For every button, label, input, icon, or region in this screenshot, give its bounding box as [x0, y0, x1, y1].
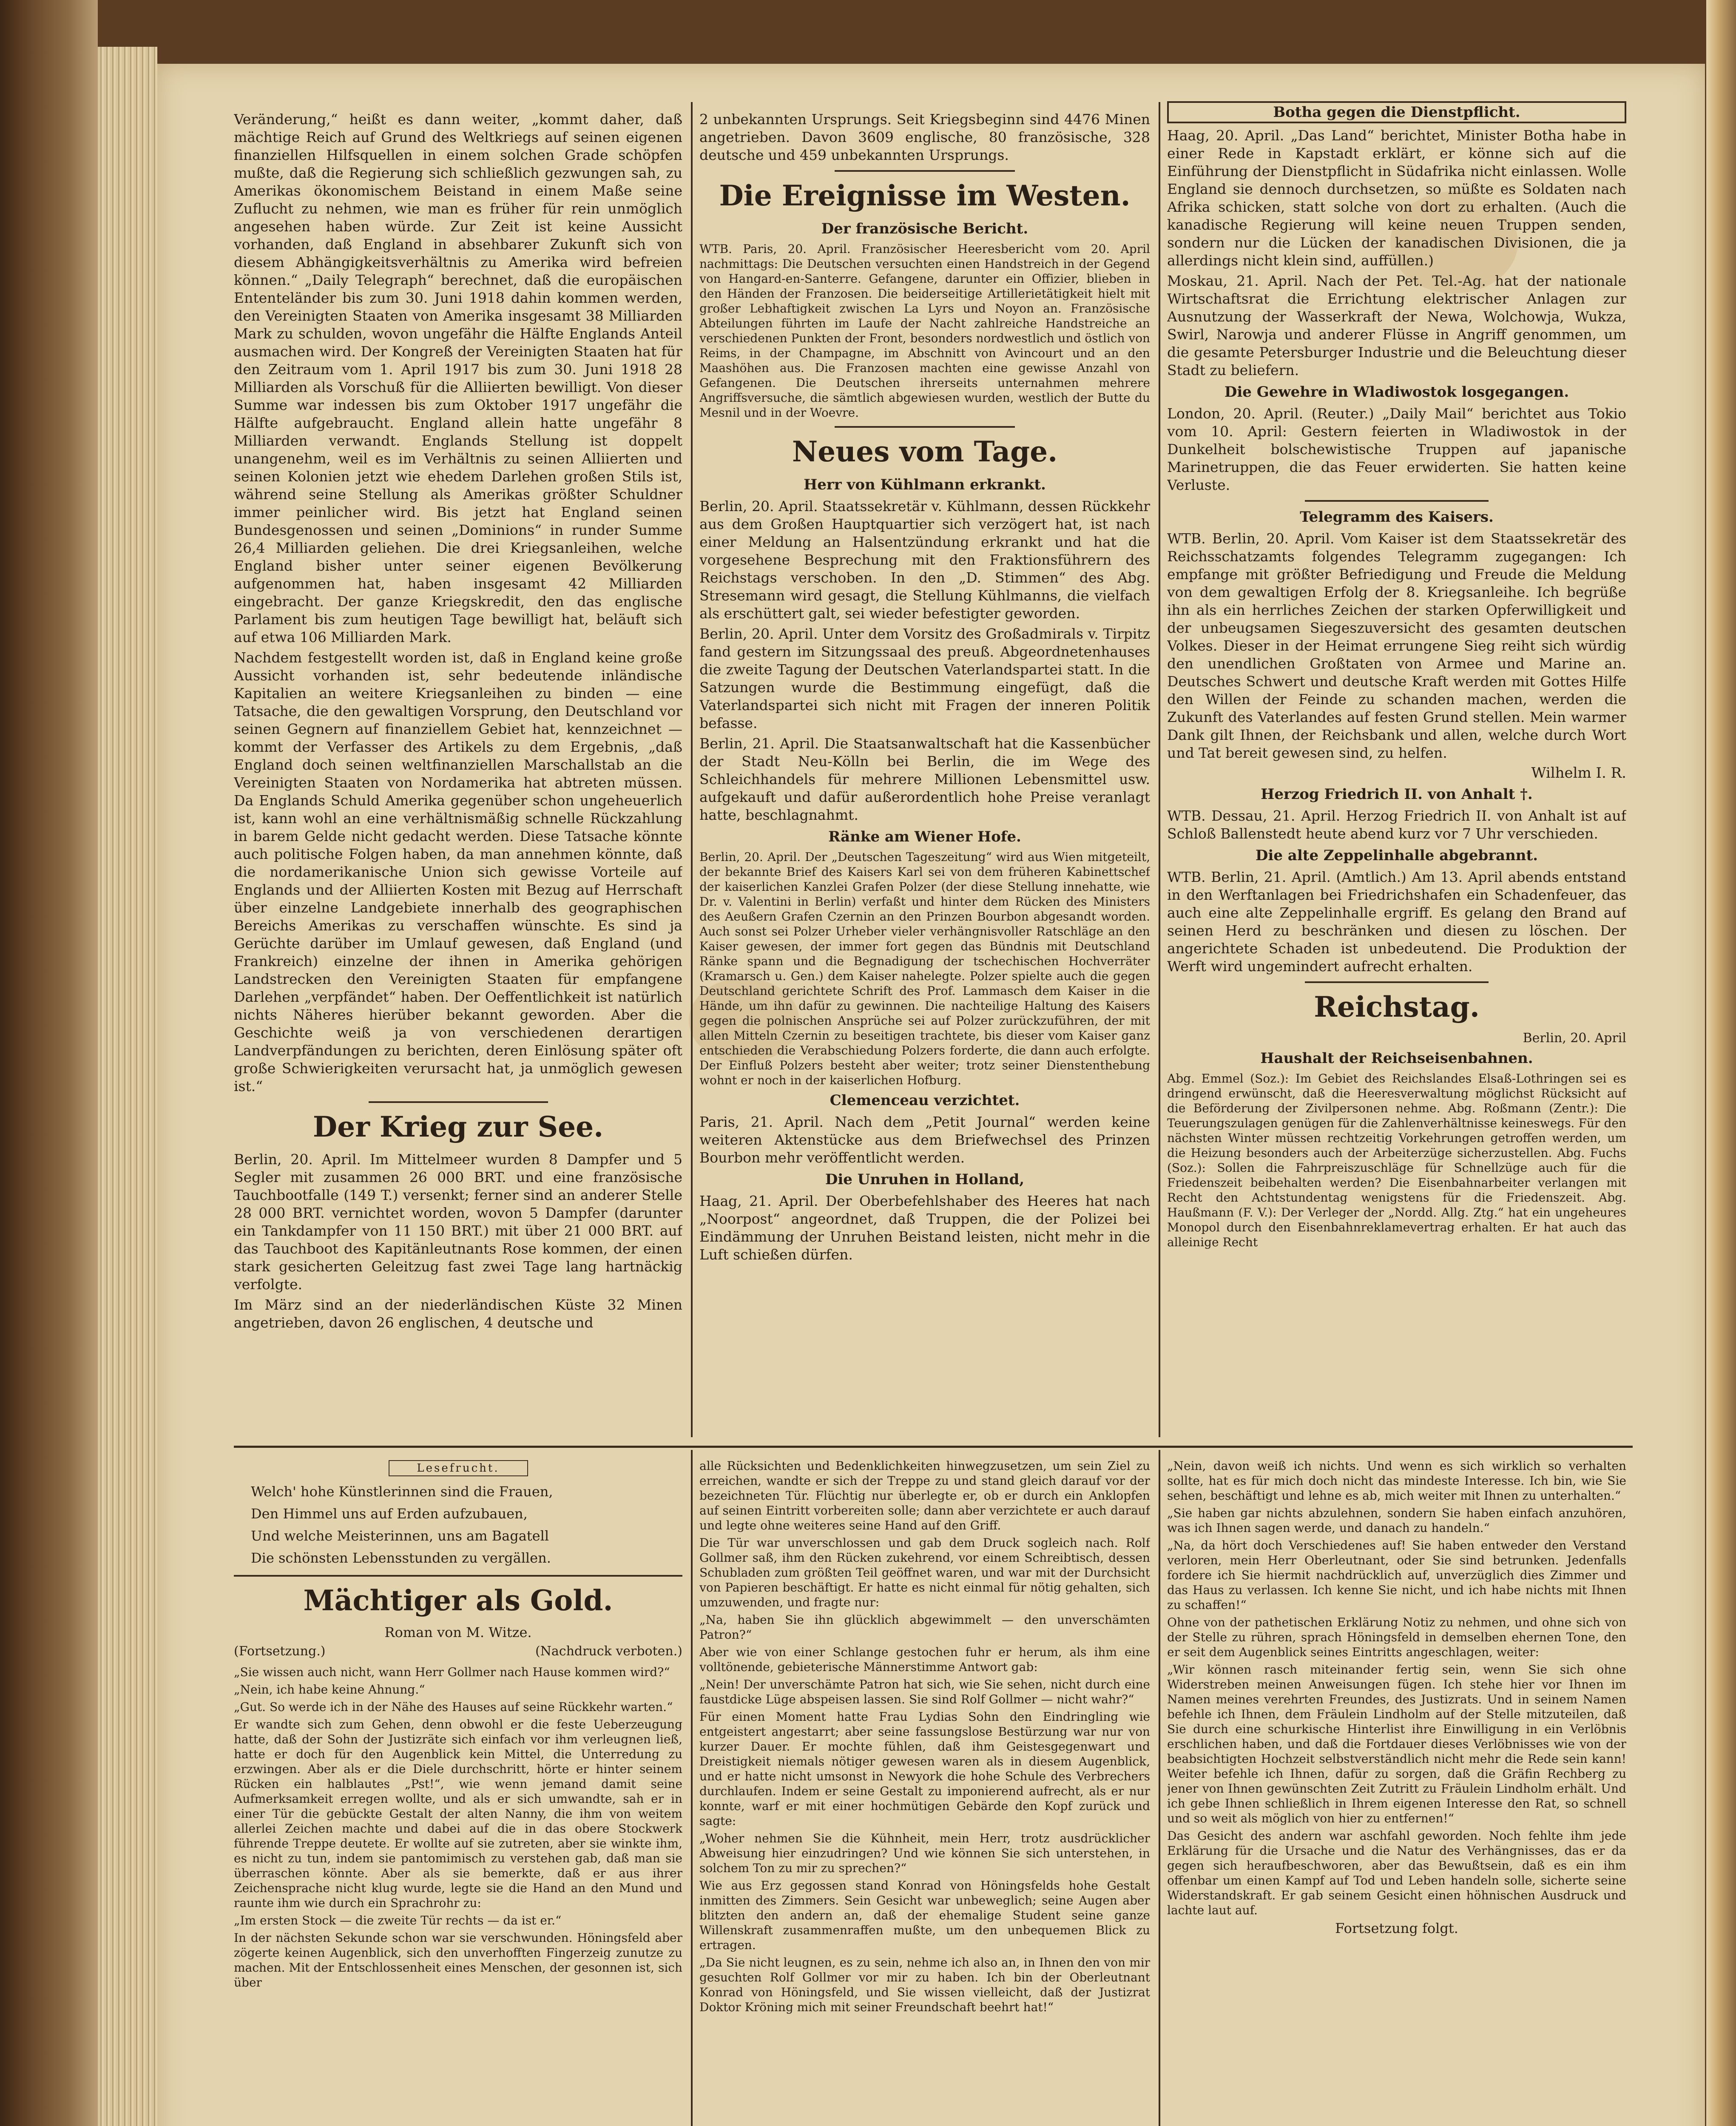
novel-paragraph: Aber wie von einer Schlange gestochen fuhr er herum, als ihm eine volltönende, gebieterische Männerstimme Antwort gab: — [699, 1645, 1150, 1674]
article-paragraph: 2 unbekannten Ursprungs. Seit Kriegsbeginn sind 4476 Minen angetrieben. Davon 3609 englische, 80 französische, 328 deutsche und 459 unbekannten Ursprungs. — [699, 111, 1150, 163]
novel-paragraph: Wie aus Erz gegossen stand Konrad von Höningsfelds hohe Gestalt inmitten des Zimmers. Sein Gesicht war unbeweglich; seine Augen aber blitzten den andern an, daß der ehemalige Student seine ganze Willenskraft zusammenraffen mußte, um den unbequemen Blick zu ertragen. — [699, 1879, 1150, 1952]
article-paragraph: Berlin, 20. April. Staatssekretär v. Kühlmann, dessen Rückkehr aus dem Großen Hauptquartier sich verzögert hat, ist nach einer Meldung an Halsentzündung erkrankt und hat die vorgesehene Besprechung mit den Fraktionsführern des Reichstags verschoben. In den „D. Stimmen“ des Abg. Stresemann wird gesagt, die Stellung Kühlmanns, die vielfach als erschüttert galt, sei wieder befestigter geworden. — [699, 498, 1150, 622]
article-paragraph: Moskau, 21. April. Nach der Pet. Tel.-Ag. hat der nationale Wirtschaftsrat die Errichtung elektrischer Anlagen zur Ausnutzung der Wasserkraft der Newa, Wolchowja, Wukza, Swirl, Narowja und anderer Flüsse in Angriff genommen, um die gesamte Petersburger Industrie und die Beleuchtung dieser Stadt zu beliefern. — [1167, 273, 1626, 378]
right-page-edge — [1706, 0, 1736, 2126]
poem-line: Welch' hohe Künstlerinnen sind die Frauen, — [251, 1484, 553, 1500]
article-paragraph: Berlin, 20. April. Unter dem Vorsitz des Großadmirals v. Tirpitz fand gestern im Sitzungssaal des preuß. Abgeordnetenhauses die zweite Tagung der Deutschen Vaterlandspartei statt. In die Satzungen wurde die Bestimmung eingefügt, daß die Vaterlandspartei sich nicht mit Fragen der inneren Politik befasse. — [699, 625, 1150, 731]
reprint-note: (Nachdruck verboten.) — [535, 1644, 682, 1659]
separator-rule — [369, 1101, 548, 1103]
subheading: Haushalt der Reichseisenbahnen. — [1260, 1050, 1533, 1067]
novel-paragraph: Für einen Moment hatte Frau Lydias Sohn den Eindringling wie entgeistert angestarrt; aber seine fassungslose Bestürzung war nur von kurzer Dauer. Er mochte fühlen, daß ihm Geistesgegenwart und Dreistigkeit niemals nötiger gewesen waren als in diesem Augenblick, und er hatte nicht umsonst in Newyork die hohe Schule des Verbrechers durchlaufen. Indem er seine Gestalt zu imponierend aufrecht, als er nur konnte, warf er mit einer hochmütigen Gebärde den Kopf zurück und sagte: — [699, 1710, 1150, 1828]
article-paragraph: Paris, 21. April. Nach dem „Petit Journal“ werden keine weiteren Aktenstücke aus dem Briefwechsel des Prinzen Bourbon mehr veröffentlicht werden. — [699, 1114, 1150, 1166]
novel-author: Roman von M. Witze. — [384, 1624, 532, 1640]
subheading: Telegramm des Kaisers. — [1300, 509, 1494, 526]
column-1 — [234, 111, 682, 1437]
article-paragraph: Berlin, 21. April. Die Staatsanwaltschaft hat die Kassenbücher der Stadt Neu-Kölln bei Berlin, die im Wege des Schleichhandels für mehrere Millionen Lebensmittel usw. aufgekauft und dafür außerordentlich hohe Preise veranlagt hatte, beschlagnahmt. — [699, 735, 1150, 823]
novel-paragraph: „Woher nehmen Sie die Kühnheit, mein Herr, trotz ausdrücklicher Abweisung hier einzudringen? Und wie können Sie sich unterstehen, in solchem Ton zu mir zu sprechen?“ — [699, 1831, 1150, 1875]
separator-rule — [835, 426, 1015, 428]
article-paragraph: Haag, 20. April. „Das Land“ berichtet, Minister Botha habe in einer Rede in Kapstadt erklärt, er könne sich auf die Einführung der Dienstpflicht in Südafrika nicht einlassen. Wolle England sie dennoch durchsetzen, so müßte es Soldaten nach Afrika schicken, statt solche von dort zu erhalten. (Auch die kanadische Regierung will keine neuen Truppen senden, sondern nur die Lücken der kanadischen Divisionen, die ja allerdings nicht klein sind, auffüllen.) — [1167, 127, 1626, 269]
article-paragraph: Berlin, 20. April. Der „Deutschen Tageszeitung“ wird aus Wien mitgeteilt, der bekannte Brief des Kaisers Karl sei von dem früheren Kabinettschef der kaiserlichen Kanzlei Grafen Polzer (der diese Stellung innehatte, wie Dr. v. Valentini in Berlin) verfaßt und hinter dem Rücken des Ministers des Aeußern Grafen Czernin an den Prinzen Bourbon abgesandt worden. Auch sonst sei Polzer Urheber vieler verhängnisvoller Ratschläge an den Kaiser gewesen, der immer fort gegen das Bündnis mit Deutschland Ränke spann und die Begnadigung der tschechischen Hochverräter (Kramarsch u. Gen.) dem Kaiser nahelegte. Polzer spielte auch die gegen Deutschland gerichtete Schrift des Prof. Lammasch dem Kaiser in die Hände, um ihn dafür zu gewinnen. Die nachteilige Haltung des Kaisers gegen die polnischen Ansprüche sei auf Polzer zurückzuführen, der mit allen Mitteln Czernin zu beseitigen trachtete, bis dieser vom Kaiser ganz entschieden die Verabschiedung Polzers forderte, die dann auch erfolgte. Der Einfluß Polzers besteht aber weiter; trotz seiner Dienstenthebung wohnt er noch in der kaiserlichen Hofburg. — [699, 850, 1150, 1087]
article-paragraph: London, 20. April. (Reuter.) „Daily Mail“ berichtet aus Tokio vom 10. April: Gestern feierten in Wladiwostok in der Dunkelheit bolschewistische Truppen auf japanische Marinetruppen, die das Feuer erwiderten. Sie hatten keine Verluste. — [1167, 405, 1626, 493]
poem-line: Die schönsten Lebensstunden zu vergällen. — [251, 1550, 551, 1566]
subheading: Die Gewehre in Wladiwostok losgegangen. — [1224, 384, 1569, 401]
novel-paragraph: „Im ersten Stock — die zweite Tür rechts — da ist er.“ — [234, 1913, 562, 1927]
novel-paragraph: „Sie wissen auch nicht, wann Herr Gollmer nach Hause kommen wird?“ — [234, 1665, 670, 1679]
column-3 — [1167, 98, 1626, 1437]
subheading: Ränke am Wiener Hofe. — [828, 828, 1021, 845]
poem-line: Den Himmel uns auf Erden aufzubauen, — [251, 1506, 528, 1522]
feuilleton-column-2 — [699, 1458, 1150, 2126]
novel-paragraph: „Nein, ich habe keine Ahnung.“ — [234, 1683, 425, 1697]
continuation-note: (Fortsetzung.) — [234, 1644, 326, 1659]
signature: Wilhelm I. R. — [1531, 765, 1626, 782]
novel-paragraph: „Nein, davon weiß ich nichts. Und wenn es sich wirklich so verhalten sollte, hat es für mich doch nicht das mindeste Interesse. Ich bin, wie Sie sehen, beschäftigt und lehne es ab, mich weiter mit Ihnen zu unterhalten.“ — [1167, 1459, 1626, 1503]
article-paragraph: Nachdem festgestellt worden ist, daß in England keine große Aussicht vorhanden ist, sehr bedeutende inländische Kapitalien an weitere Kriegsanleihen zu binden — eine Tatsache, die den gewaltigen Vorsprung, den Deutschland vor seinen Gegnern auf finanziellem Gebiet hat, kennzeichnet — kommt der Verfasser des Artikels zu dem Ergebnis, „daß England doch seinen weltfinanziellen Marschallstab an die Vereinigten Staaten von Nordamerika hat abtreten müssen. Da Englands Schuld Amerika gegenüber schon ungeheuerlich ist, kann wohl an eine verhältnismäßig schnelle Rückzahlung in barem Gelde nicht gedacht werden. Diese Tatsache könnte auch politische Folgen haben, da man annehmen könnte, daß die nordamerikanische Union sich gewisse Vorteile auf Englands und der Alliierten Kosten mit Bezug auf Herrschaft über einzelne Landgebiete innerhalb des geographischen Bereichs Amerikas zu verschaffen wünschte. Es sind ja Gerüchte darüber im Umlauf gewesen, daß England (und Frankreich) einzelne der ihnen in Amerika gehörigen Landstrecken den Vereinigten Staaten für empfangene Darlehen „verpfändet“ haben. Der Oeffentlichkeit ist natürlich nichts Näheres hierüber bekannt geworden. Aber die Geschichte weiß ja von verschiedenen derartigen Landverpfändungen zu berichten, deren Einlösung später oft große Schwierigkeiten verursacht hat, ja unmöglich gewesen ist.“ — [234, 649, 682, 1094]
article-paragraph: Veränderung,“ heißt es dann weiter, „kommt daher, daß mächtige Reich auf Grund des Weltkriegs auf seinen eigenen finanziellen Hilfsquellen in einem solchen Grade schöpfen mußte, daß die Regierung sich schließlich gezwungen sah, zu Amerikas ökonomischem Beistand in einem Maße seine Zuflucht zu nehmen, wie man es früher für rein unmöglich angesehen haben würde. Zur Zeit ist keine Aussicht vorhanden, daß England in absehbarer Zukunft sich von diesem Abhängigkeitsverhältnis zu Amerika wird befreien können.“ „Daily Telegraph“ berechnet, daß die europäischen Ententeländer bis zum 30. Juni 1918 dahin kommen werden, den Vereinigten Staaten von Amerika insgesamt 38 Milliarden Mark zu schulden, wovon ungefähr die Hälfte Englands Anteil ausmachen wird. Der Kongreß der Vereinigten Staaten hat für den Zeitraum vom 1. April 1917 bis zum 30. Juni 1918 28 Milliarden als Vorschuß für die Alliierten bewilligt. Von dieser Summe war indessen bis zum Oktober 1917 ungefähr die Hälfte aufgebraucht. England allein hatte ungefähr 8 Milliarden verwandt. Englands Stellung ist doppelt unangenehm, weil es im Verhältnis zu seinen Alliierten und seinen Kolonien jetzt wie ehedem Darlehen großen Stils ist, während seine Stellung als Amerikas größter Schuldner immer peinlicher wird. Bis jetzt hat England seinen Bundesgenossen und seinen „Dominions“ in runder Summe 26,4 Milliarden geliehen. Die drei Kriegsanleihen, welche England bisher unter seiner eigenen Bevölkerung aufgenommen hat, haben insgesamt 42 Milliarden eingebracht. Der ganze Kriegskredit, den das englische Parlament bis zum heutigen Tage bewilligt hat, beläuft sich auf etwa 106 Milliarden Mark. — [234, 111, 682, 645]
novel-paragraph: In der nächsten Sekunde schon war sie verschwunden. Höningsfeld aber zögerte keinen Augenblick, sich den unverhofften Fingerzeig zunutze zu machen. Mit der Entschlossenheit eines Menschen, der gesonnen ist, sich über — [234, 1931, 682, 1990]
novel-paragraph: Die Tür war unverschlossen und gab dem Druck sogleich nach. Rolf Gollmer saß, ihm den Rücken zukehrend, vor einem Schreibtisch, dessen Schubladen zum größten Teil geöffnet waren, und war mit der Durchsicht von Papieren beschäftigt. Er hatte es nicht einmal für nötig gehalten, sich umzuwenden, und fragte nur: — [699, 1536, 1150, 1609]
section-title-west: Die Ereignisse im Westen. — [719, 179, 1131, 212]
page-edges — [98, 47, 157, 2126]
article-paragraph: WTB. Dessau, 21. April. Herzog Friedrich II. von Anhalt ist auf Schloß Ballenstedt heute abend kurz vor 7 Uhr verschieden. — [1167, 807, 1626, 842]
separator-rule — [234, 1575, 682, 1577]
continuation-footer: Fortsetzung folgt. — [1335, 1920, 1458, 1936]
subheading: Die alte Zeppelinhalle abgebrannt. — [1255, 847, 1538, 864]
newspaper-page — [157, 64, 1705, 2126]
feuilleton-column-1 — [234, 1458, 682, 2126]
article-paragraph: Im März sind an der niederländischen Küste 32 Minen angetrieben, davon 26 englischen, 4 deutsche und — [234, 1296, 682, 1331]
article-paragraph: WTB. Berlin, 21. April. (Amtlich.) Am 13. April abends entstand in den Werftanlagen bei Friedrichshafen ein Schadenfeuer, das auch eine alte Zeppelinhalle ergriff. Es gelang den Brand auf seinen Herd zu beschränken und diesen zu löschen. Der angerichtete Schaden ist unbedeutend. Die Produktion der Werft wird ungemindert aufrecht erhalten. — [1167, 869, 1626, 975]
column-divider — [1159, 102, 1160, 1437]
separator-rule — [1305, 981, 1489, 983]
separator-rule — [1305, 500, 1489, 502]
subheading: Botha gegen die Dienstpflicht. — [1167, 101, 1626, 123]
column-divider — [691, 102, 693, 1437]
novel-title: Mächtiger als Gold. — [303, 1584, 613, 1617]
section-title-sea-war: Der Krieg zur See. — [313, 1110, 604, 1143]
novel-paragraph: Ohne von der pathetischen Erklärung Notiz zu nehmen, und ohne sich von der Stelle zu rühren, sprach Höningsfeld in demselben ehernen Tone, den er seit dem Augenblick seines Eintritts angeschlagen, weiter: — [1167, 1615, 1626, 1659]
novel-paragraph: „Wir können rasch miteinander fertig sein, wenn Sie sich ohne Widerstreben meinen Anweisungen fügen. Ich stehe hier vor Ihnen im Namen meines verehrten Freundes, des Justizrats. Und in seinem Namen befehle ich Ihnen, dem Fräulein Lindholm auf der Stelle mitzuteilen, daß Sie durch eine schurkische Hinterlist ihre Einwilligung in ein Verlöbnis erschlichen haben, und daß die Fortdauer dieses Verlöbnisses wie von der beabsichtigten Hochzeit selbstverständlich nicht mehr die Rede sein kann! Weiter befehle ich Ihnen, dafür zu sorgen, daß die Gräfin Rechberg zu jener von Ihnen gewünschten Zeit Zutritt zu Fräulein Lindholm erhält. Und ich gebe Ihnen schließlich in Ihrem eigenen Interesse den Rat, so schnell und so weit als möglich von hier zu entfernen!“ — [1167, 1663, 1626, 1825]
subheading: Clemenceau verzichtet. — [830, 1092, 1020, 1109]
section-title-news: Neues vom Tage. — [792, 435, 1058, 468]
novel-paragraph: „Na, da hört doch Verschiedenes auf! Sie haben entweder den Verstand verloren, mein Herr Oberleutnant, oder Sie sind betrunken. Jedenfalls fordere ich Sie hiermit nachdrücklich auf, unverzüglich dies Zimmer und das Haus zu verlassen. Ich kenne Sie nicht, und ich habe nichts mit Ihnen zu schaffen!“ — [1167, 1538, 1626, 1612]
column-divider — [1159, 1450, 1160, 2126]
column-2 — [699, 111, 1150, 1433]
article-paragraph: Haag, 21. April. Der Oberbefehlshaber des Heeres hat nach „Noorpost“ angeordnet, daß Truppen, die der Polizei bei Eindämmung der Unruhen Beistand leisten, nicht mehr in die Luft schießen dürfen. — [699, 1193, 1150, 1263]
dateline: Berlin, 20. April — [1523, 1031, 1626, 1046]
poem-label: Lesefrucht. — [389, 1460, 528, 1476]
article-paragraph: Abg. Emmel (Soz.): Im Gebiet des Reichslandes Elsaß-Lothringen sei es dringend erwünscht, daß die Heeresverwaltung möglichst Rücksicht auf die Beförderung der Zivilpersonen nehme. Abg. Roßmann (Zentr.): Die Teuerungszulagen genügen für die Zahlenverhältnisse keineswegs. Für den nächsten Winter müssen rechtzeitig Vorkehrungen getroffen werden, um die Heizung besonders auch der Arbeiterzüge sicherzustellen. Abg. Fuchs (Soz.): Sollen die Fahrpreiszuschläge für Schnellzüge auch für die Friedenszeit beibehalten werden? Die Eisenbahnarbeiter verlangen mit Recht den Achtstundentag wenigstens für die Friedenszeit. Abg. Haußmann (F. V.): Der Verleger der „Nordd. Allg. Ztg.“ hat ein ungeheures Monopol durch den Eisenbahnreklamevertrag erhalten. Er hat auch das alleinige Recht — [1167, 1072, 1626, 1249]
subheading: Herzog Friedrich II. von Anhalt †. — [1261, 786, 1533, 803]
feuilleton-column-3 — [1167, 1458, 1626, 2126]
separator-rule — [835, 170, 1015, 172]
column-divider — [691, 1450, 693, 2126]
subheading: Die Unruhen in Holland, — [825, 1171, 1025, 1188]
novel-paragraph: Er wandte sich zum Gehen, denn obwohl er die feste Ueberzeugung hatte, daß der Sohn der Justizräte sich einfach vor ihm verleugnen ließ, hatte er doch für den Augenblick kein Mittel, die Unterredung zu erzwingen. Aber als er die Diele durchschritt, hörte er hinter seinem Rücken ein halblautes „Pst!“, wie wenn jemand damit seine Aufmerksamkeit erregen wollte, und als er sich umwandte, sah er in einer Tür die gebückte Gestalt der alten Nanny, die ihm von weitem allerlei Zeichen machte und dabei auf die in das obere Stockwerk führende Treppe deutete. Er wollte auf sie zutreten, aber sie winkte ihm, es nicht zu tun, indem sie pantomimisch zu verstehen gab, daß man sie überraschen könnte. Aber als sie bemerkte, daß er aus ihrer Zeichensprache nicht klug wurde, legte sie die Hand an den Mund und raunte ihm wie durch ein Sprachrohr zu: — [234, 1717, 682, 1910]
article-paragraph: WTB. Paris, 20. April. Französischer Heeresbericht vom 20. April nachmittags: Die Deutschen versuchten einen Handstreich in der Gegend von Hangard-en-Santerre. Gefangene, darunter ein Offizier, blieben in den Händen der Franzosen. Die beiderseitige Artillerietätigkeit hielt mit großer Lebhaftigkeit zwischen La Lyrs und Noyon an. Französische Abteilungen führten im Laufe der Nacht zahlreiche Handstreiche an verschiedenen Punkten der Front, besonders nordwestlich und östlich von Reims, in der Champagne, im Abschnitt von Avincourt und an den Maashöhen aus. Die Franzosen machten eine gewisse Anzahl von Gefangenen. Die Deutschen ihrerseits unternahmen mehrere Angriffsversuche, die sämtlich abgewiesen wurden, westlich der Butte du Mesnil und in der Woevre. — [699, 242, 1150, 420]
novel-paragraph: „Sie haben gar nichts abzulehnen, sondern Sie haben einfach anzuhören, was ich Ihnen sagen werde, und danach zu handeln.“ — [1167, 1506, 1626, 1535]
novel-paragraph: „Na, haben Sie ihn glücklich abgewimmelt — den unverschämten Patron?“ — [699, 1613, 1150, 1642]
book-spine — [0, 0, 98, 2126]
feuilleton-rule — [234, 1446, 1633, 1448]
novel-paragraph: alle Rücksichten und Bedenklichkeiten hinwegzusetzen, um sein Ziel zu erreichen, wandte er sich der Treppe zu und stand gleich darauf vor der bezeichneten Tür. Flüchtig nur überlegte er, ob er durch ein Anklopfen auf seinen Eintritt vorbereiten solle; dann aber verzichtete er auch darauf und legte ohne weiteres seine Hand auf den Griff. — [699, 1459, 1150, 1532]
novel-paragraph: Das Gesicht des andern war aschfahl geworden. Noch fehlte ihm jede Erklärung für die Ursache und die Natur des Verhängnisses, das er da gegen sich heraufbeschworen, aber das Bewußtsein, daß es ein ihm offenbar um einen Kampf auf Tod und Leben handeln solle, sicherte seine Widerstandskraft. Er gab seinem Gesicht einen höhnischen Ausdruck und lachte laut auf. — [1167, 1829, 1626, 1917]
novel-paragraph: „Da Sie nicht leugnen, es zu sein, nehme ich also an, in Ihnen den von mir gesuchten Rolf Gollmer vor mir zu haben. Ich bin der Oberleutnant Konrad von Höningsfeld, und Sie wissen vielleicht, daß der Justizrat Doktor Kröning mich mit seiner Freundschaft beehrt hat!“ — [699, 1955, 1150, 2014]
novel-paragraph: „Nein! Der unverschämte Patron hat sich, wie Sie sehen, nicht durch eine faustdicke Lüge abspeisen lassen. Sie sind Rolf Gollmer — nicht wahr?“ — [699, 1677, 1150, 1706]
poem-line: Und welche Meisterinnen, uns am Bagatell — [251, 1528, 549, 1544]
novel-paragraph: „Gut. So werde ich in der Nähe des Hauses auf seine Rückkehr warten.“ — [234, 1700, 673, 1714]
article-paragraph: Berlin, 20. April. Im Mittelmeer wurden 8 Dampfer und 5 Segler mit zusammen 26 000 BRT. und eine französische Tauchbootfalle (149 T.) versenkt; ferner sind an anderer Stelle 28 000 BRT. vernichtet worden, wovon 5 Dampfer (darunter ein Tankdampfer von 11 150 BRT.) mit über 21 000 BRT. auf das Tauchboot des Kapitänleutnants Rose kommen, der einen stark gesicherten Geleitzug fast zwei Tage lang hartnäckig verfolgte. — [234, 1151, 682, 1293]
subheading: Herr von Kühlmann erkrankt. — [804, 476, 1046, 493]
section-title-reichstag: Reichstag. — [1314, 990, 1480, 1023]
subheading: Der französische Bericht. — [821, 220, 1029, 237]
article-paragraph: WTB. Berlin, 20. April. Vom Kaiser ist dem Staatssekretär des Reichsschatzamts folgendes Telegramm zugegangen: Ich empfange mit größter Befriedigung und Freude die Meldung von dem gewaltigen Erfolg der 8. Kriegsanleihe. Ich begrüße ihn als ein herrliches Zeichen der starken Opferwilligkeit und der unbeugsamen Siegeszuversicht des gesamten deutschen Volkes. Dieser in der Heimat errungene Sieg reiht sich würdig den unendlichen Großtaten von Armee und Marine an. Deutsches Schwert und deutsche Kraft werden mit Gottes Hilfe den Willen der Feinde zu schanden machen, werden die Zukunft des Vaterlandes auf festen Grund stellen. Mein warmer Dank gilt Ihnen, der Reichsbank und allen, welche durch Wort und Tat bereit gewesen sind, zu helfen. — [1167, 530, 1626, 761]
